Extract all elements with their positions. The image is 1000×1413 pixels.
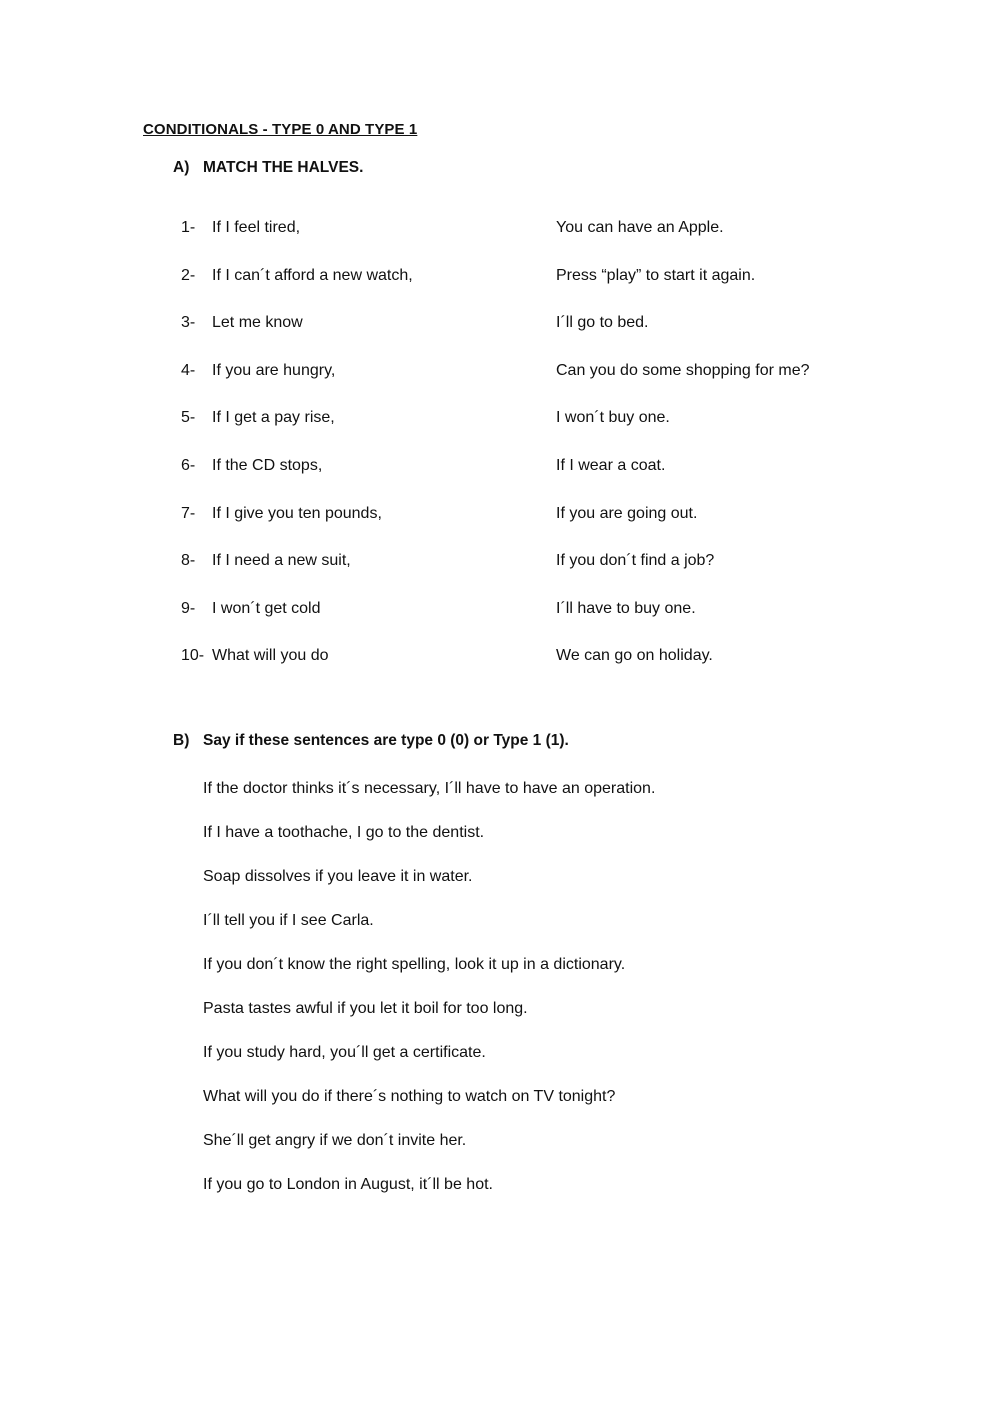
- section-b-letter: B): [173, 732, 190, 749]
- second-half: I´ll go to bed.: [556, 314, 649, 332]
- first-half: What will you do: [212, 647, 329, 665]
- sentence-list: [203, 780, 903, 1220]
- first-half: If I get a pay rise,: [212, 409, 335, 427]
- match-row: [181, 600, 881, 648]
- first-half: If I feel tired,: [212, 219, 301, 236]
- item-number: 8-: [181, 552, 196, 570]
- second-half: We can go on holiday.: [556, 647, 713, 665]
- first-half: If I can´t afford a new watch,: [212, 266, 413, 284]
- item-number: 9-: [181, 599, 196, 617]
- item-number: 10-: [181, 647, 205, 665]
- section-b-title: Say if these sentences are type 0 (0) or Type 1 (1).: [203, 732, 569, 749]
- sentence-item: Pasta tastes awful if you let it boil for too long.: [203, 1000, 528, 1017]
- sentence-item: If I have a toothache, I go to the dentist.: [203, 824, 485, 841]
- sentence-item: If you don´t know the right spelling, look it up in a dictionary.: [203, 956, 626, 973]
- match-row: [181, 647, 881, 695]
- item-number: 2-: [181, 266, 196, 284]
- second-half: I´ll have to buy one.: [556, 599, 696, 617]
- first-half: Let me know: [212, 314, 303, 332]
- match-list: [181, 219, 881, 695]
- first-half: If you are hungry,: [212, 361, 336, 379]
- sentence-item: Soap dissolves if you leave it in water.: [203, 868, 473, 885]
- item-number: 6-: [181, 456, 196, 474]
- item-number: 1-: [181, 219, 196, 236]
- match-row: [181, 219, 881, 267]
- first-half: If I give you ten pounds,: [212, 504, 382, 522]
- section-a-title: MATCH THE HALVES.: [203, 159, 364, 176]
- second-half: I won´t buy one.: [556, 409, 670, 427]
- item-number: 5-: [181, 409, 196, 427]
- second-half: If you are going out.: [556, 504, 698, 522]
- match-row: [181, 457, 881, 505]
- sentence-item: I´ll tell you if I see Carla.: [203, 912, 374, 929]
- sentence-item: What will you do if there´s nothing to watch on TV tonight?: [203, 1088, 616, 1105]
- match-row: [181, 505, 881, 553]
- sentence-item: She´ll get angry if we don´t invite her.: [203, 1132, 467, 1149]
- sentence-item: If the doctor thinks it´s necessary, I´ll have to have an operation.: [203, 780, 656, 797]
- match-row: [181, 314, 881, 362]
- sentence-item: If you go to London in August, it´ll be hot.: [203, 1176, 493, 1193]
- match-row: [181, 552, 881, 600]
- section-b-heading: [173, 732, 569, 750]
- second-half: Can you do some shopping for me?: [556, 361, 810, 379]
- first-half: I won´t get cold: [212, 599, 321, 617]
- first-half: If the CD stops,: [212, 456, 323, 474]
- match-row: [181, 267, 881, 315]
- second-half: You can have an Apple.: [556, 219, 724, 236]
- item-number: 3-: [181, 314, 196, 332]
- section-a-heading: [173, 159, 363, 177]
- match-row: [181, 362, 881, 410]
- section-a-letter: A): [173, 159, 190, 176]
- second-half: If you don´t find a job?: [556, 552, 715, 570]
- item-number: 4-: [181, 361, 196, 379]
- match-row: [181, 409, 881, 457]
- item-number: 7-: [181, 504, 196, 522]
- second-half: Press “play” to start it again.: [556, 266, 756, 284]
- first-half: If I need a new suit,: [212, 552, 351, 570]
- document-title: CONDITIONALS - TYPE 0 AND TYPE 1: [143, 121, 418, 138]
- sentence-item: If you study hard, you´ll get a certificate.: [203, 1044, 486, 1061]
- second-half: If I wear a coat.: [556, 456, 666, 474]
